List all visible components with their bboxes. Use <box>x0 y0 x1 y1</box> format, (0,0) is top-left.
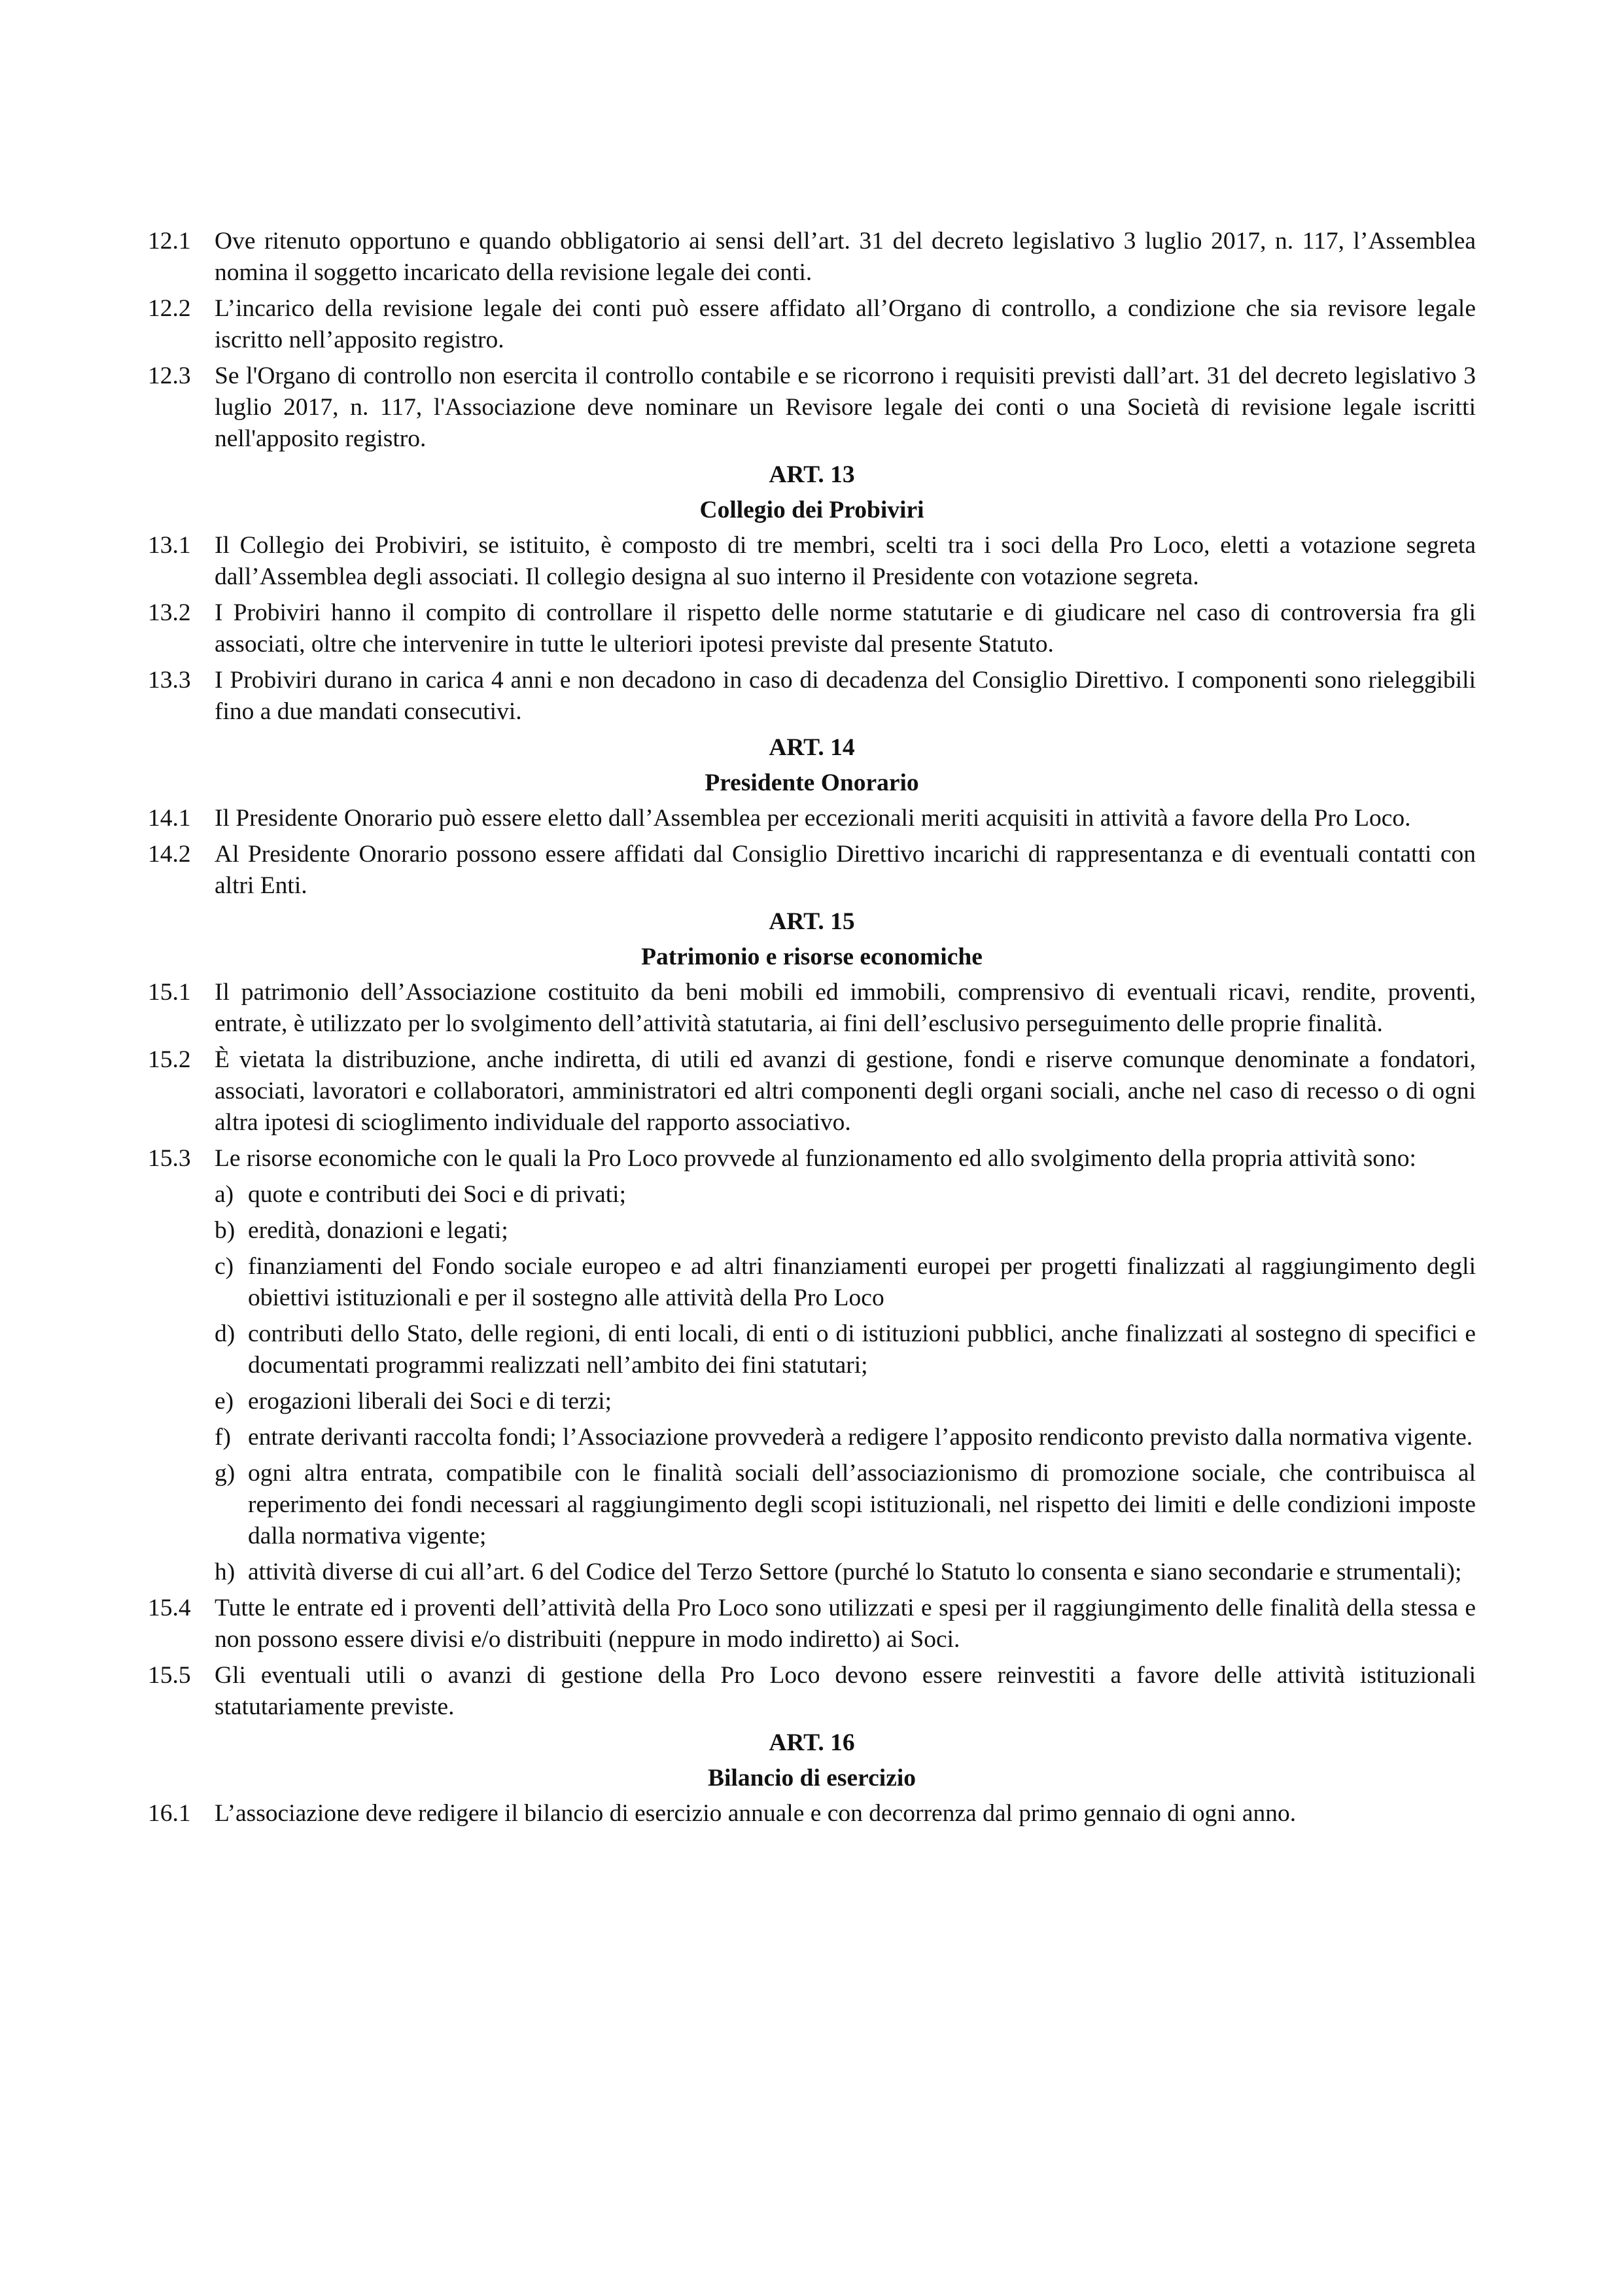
paragraph-text: Il patrimonio dell’Associazione costituito da beni mobili ed immobili, comprensivo di eventuali ricavi, rendite, proventi, entrate, è utilizzato per lo svolgimento dell’attività statutaria, ai fini dell’esclusivo perseguimento delle proprie finalità. <box>215 979 1476 1037</box>
list-item-text: quote e contributi dei Soci e di privati; <box>248 1181 626 1208</box>
list-item-text: finanziamenti del Fondo sociale europeo e ad altri finanziamenti europei per progetti finalizzati al raggiungimento degli obiettivi istituzionali e per il sostegno alle attività della Pro Loco <box>248 1253 1476 1311</box>
list-item-letter: g) <box>215 1460 236 1487</box>
paragraph-number: 15.2 <box>148 1046 191 1073</box>
list-item <box>215 1422 1476 1453</box>
list-item-text: entrate derivanti raccolta fondi; l’Associazione provvederà a redigere l’apposito rendiconto previsto dalla normativa vigente. <box>248 1424 1473 1451</box>
paragraph-text: Ove ritenuto opportuno e quando obbligatorio ai sensi dell’art. 31 del decreto legislativo 3 luglio 2017, n. 117, l’Assemblea nomina il soggetto incaricato della revisione legale dei conti. <box>215 228 1476 286</box>
paragraph <box>148 839 1476 902</box>
paragraph-number: 13.2 <box>148 599 191 626</box>
paragraph-number: 13.3 <box>148 667 191 694</box>
list-item <box>215 1458 1476 1552</box>
paragraph-text: Gli eventuali utili o avanzi di gestione della Pro Loco devono essere reinvestiti a favore delle attività istituzionali statutariamente previste. <box>215 1662 1476 1720</box>
article-title: Presidente Onorario <box>705 769 919 796</box>
paragraph-number: 12.2 <box>148 295 191 322</box>
paragraph <box>148 530 1476 593</box>
list-item-text: attività diverse di cui all’art. 6 del Codice del Terzo Settore (purché lo Statuto lo consenta e siano secondarie e strumentali); <box>248 1559 1462 1585</box>
article-section <box>148 1727 1476 1829</box>
article-number: ART. 13 <box>769 461 855 488</box>
paragraph <box>148 1593 1476 1655</box>
list-item-letter: c) <box>215 1253 234 1280</box>
paragraph-number: 15.4 <box>148 1595 191 1621</box>
paragraph-text: I Probiviri durano in carica 4 anni e non decadono in caso di decadenza del Consiglio Direttivo. I componenti sono rieleggibili fino a due mandati consecutivi. <box>215 667 1476 725</box>
paragraph <box>148 803 1476 834</box>
list-item-text: eredità, donazioni e legati; <box>248 1217 508 1244</box>
paragraph-text: L’associazione deve redigere il bilancio di esercizio annuale e con decorrenza dal primo gennaio di ogni anno. <box>215 1800 1297 1827</box>
list-item <box>215 1557 1476 1588</box>
paragraph-number: 15.5 <box>148 1662 191 1689</box>
paragraph-text: Le risorse economiche con le quali la Pro Loco provvede al funzionamento ed allo svolgimento della propria attività sono: <box>215 1145 1416 1172</box>
paragraph-text: L’incarico della revisione legale dei conti può essere affidato all’Organo di controllo, a condizione che sia revisore legale iscritto nell’apposito registro. <box>215 295 1476 353</box>
paragraph <box>148 293 1476 356</box>
paragraph-number: 14.2 <box>148 841 191 868</box>
list-item <box>215 1386 1476 1417</box>
paragraph <box>148 977 1476 1040</box>
document-page <box>148 226 1476 1834</box>
list-item <box>215 1318 1476 1381</box>
paragraph-text: Il Collegio dei Probiviri, se istituito, è composto di tre membri, scelti tra i soci della Pro Loco, eletti a votazione segreta dall’Assemblea degli associati. Il collegio designa al suo interno il Presidente con votazione segreta. <box>215 532 1476 590</box>
list-item-letter: b) <box>215 1217 236 1244</box>
paragraph <box>148 597 1476 660</box>
article-section <box>148 732 1476 902</box>
list-item-letter: f) <box>215 1424 231 1451</box>
paragraph-text: Se l'Organo di controllo non esercita il controllo contabile e se ricorrono i requisiti previsti dall’art. 31 del decreto legislativo 3 luglio 2017, n. 117, l'Associazione deve nominare un Revisore legale dei conti o una Società di revisione legale iscritti nell'apposito registro. <box>215 362 1476 452</box>
list-item-text: erogazioni liberali dei Soci e di terzi; <box>248 1388 612 1415</box>
article-title: Patrimonio e risorse economiche <box>641 944 983 970</box>
list-item <box>215 1179 1476 1210</box>
paragraph-number: 15.1 <box>148 979 191 1006</box>
list-item-text: ogni altra entrata, compatibile con le finalità sociali dell’associazionismo di promozione sociale, che contribuisca al reperimento dei fondi necessari al raggiungimento degli scopi istituzionali, nel rispetto dei limiti e delle condizioni imposte dalla normativa vigente; <box>248 1460 1476 1549</box>
paragraph-text: I Probiviri hanno il compito di controllare il rispetto delle norme statutarie e di giudicare nel caso di controversia fra gli associati, oltre che intervenire in tutte le ulteriori ipotesi previste dal presente Statuto. <box>215 599 1476 658</box>
paragraph-number: 14.1 <box>148 805 191 832</box>
article-section <box>148 226 1476 455</box>
paragraph <box>148 1798 1476 1829</box>
article-number: ART. 14 <box>769 734 855 761</box>
paragraph <box>148 665 1476 728</box>
list-item-letter: a) <box>215 1181 234 1208</box>
list-item <box>215 1251 1476 1314</box>
list-item-letter: h) <box>215 1559 236 1585</box>
article-title: Collegio dei Probiviri <box>699 497 924 523</box>
paragraph-text: Il Presidente Onorario può essere eletto dall’Assemblea per eccezionali meriti acquisiti in attività a favore della Pro Loco. <box>215 805 1411 832</box>
paragraph-number: 12.3 <box>148 362 191 389</box>
paragraph <box>148 1143 1476 1174</box>
article-section <box>148 906 1476 1723</box>
list-item-text: contributi dello Stato, delle regioni, di enti locali, di enti o di istituzioni pubblici, anche finalizzati al sostegno di specifici e documentati programmi realizzati nell’ambito dei fini statutari; <box>248 1320 1476 1379</box>
article-title: Bilancio di esercizio <box>707 1765 916 1792</box>
paragraph <box>148 1044 1476 1139</box>
paragraph-number: 12.1 <box>148 228 191 255</box>
article-number: ART. 16 <box>769 1729 855 1756</box>
article-section <box>148 459 1476 728</box>
list-item-letter: d) <box>215 1320 236 1347</box>
list-item <box>215 1215 1476 1246</box>
paragraph <box>148 361 1476 455</box>
list-item-letter: e) <box>215 1388 234 1415</box>
paragraph-text: Al Presidente Onorario possono essere affidati dal Consiglio Direttivo incarichi di rappresentanza e di eventuali contatti con altri Enti. <box>215 841 1476 899</box>
paragraph-text: È vietata la distribuzione, anche indiretta, di utili ed avanzi di gestione, fondi e riserve comunque denominate a fondatori, associati, lavoratori e collaboratori, amministratori ed altri componenti degli organi sociali, anche nel caso di recesso o di ogni altra ipotesi di scioglimento individuale del rapporto associativo. <box>215 1046 1476 1136</box>
paragraph-number: 16.1 <box>148 1800 191 1827</box>
paragraph-number: 13.1 <box>148 532 191 559</box>
paragraph <box>148 1660 1476 1723</box>
paragraph <box>148 226 1476 289</box>
article-number: ART. 15 <box>769 908 855 935</box>
paragraph-number: 15.3 <box>148 1145 191 1172</box>
paragraph-text: Tutte le entrate ed i proventi dell’attività della Pro Loco sono utilizzati e spesi per il raggiungimento delle finalità della stessa e non possono essere divisi e/o distribuiti (neppure in modo indiretto) ai Soci. <box>215 1595 1476 1653</box>
